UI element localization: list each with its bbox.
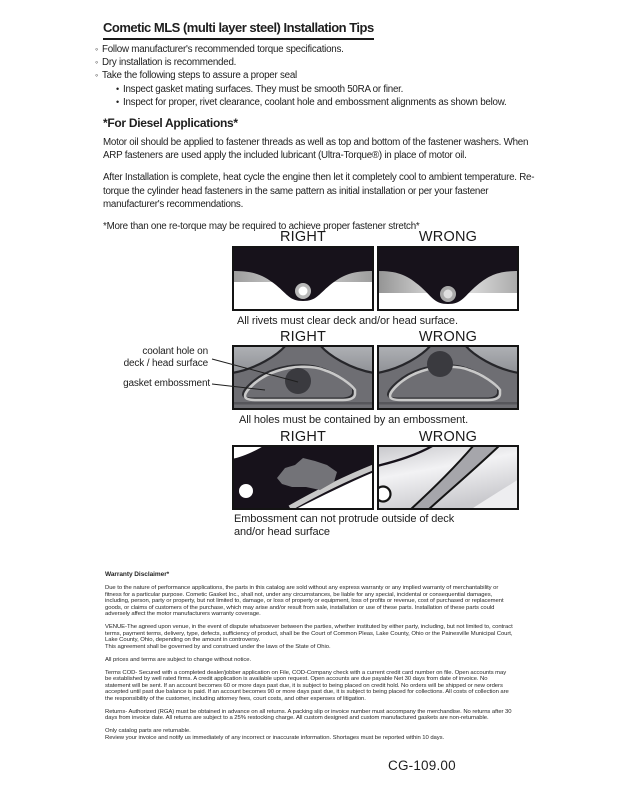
legal-paragraph: All prices and terms are subject to change without notice.: [105, 656, 252, 663]
legal-paragraph: VENUE-The agreed upon venue, in the event of dispute whatsoever between the parties, whether instituted by either party, including, but not limited to, contract terms, payment terms, delivery, type, defects, sufficiency of product, shall be the Court of Common Pleas, Lake County, Ohio or the Painesville Municipal Court, Lake County, Ohio, depending on the amount in controversy.: [105, 624, 513, 643]
wrong-label: WRONG: [418, 429, 478, 445]
tip-text: Take the following steps to assure a proper seal: [102, 70, 297, 82]
open-bullet-icon: ◦: [95, 70, 98, 81]
legal-paragraph: This agreement shall be governed by and construed under the laws of the State of Ohio.: [105, 643, 331, 650]
gasket-embossment-callout: [92, 378, 210, 390]
embossment-wrong-diagram: [377, 345, 519, 410]
hole-outside-illustration: [377, 345, 519, 410]
list-item: [95, 69, 507, 82]
caption-line: and/or head surface: [234, 525, 330, 538]
legal-paragraph: Returns- Authorized (RGA) must be obtained in advance on all returns. A packing slip or invoice number must accompany the merchandise. No returns after 30 days from invoice date. All returns are subject to a 25% restocking charge. All custom designed and custom manufactured gaskets are non-returnable.: [105, 708, 512, 721]
list-item: [95, 56, 507, 69]
callout-text: coolant hole on: [142, 346, 208, 357]
bullet-icon: •: [116, 96, 119, 107]
diesel-applications-section: [103, 116, 535, 242]
warranty-heading: Warranty Disclaimer*: [105, 571, 170, 578]
right-label: RIGHT: [279, 329, 327, 345]
right-label: RIGHT: [279, 229, 327, 245]
protrusion-right-diagram: [232, 445, 374, 510]
rivet-right-diagram: [232, 246, 374, 311]
tip-text: Follow manufacturer's recommended torque specifications.: [102, 44, 344, 55]
list-item: [116, 83, 507, 96]
diesel-paragraph: Motor oil should be applied to fastener threads as well as top and bottom of the fastener washers. When ARP fasteners are used apply the included lubricant (Ultra-Torque®) in place of motor oil.: [103, 137, 529, 162]
page-code: CG-109.00: [388, 758, 456, 773]
diesel-paragraph: After Installation is complete, heat cycle the engine then let it completely cool to ambient temperature. Re-torque the cylinder head fasteners in the same pattern as initial installation or per your fastener manufacturer's recommendations.: [103, 172, 535, 210]
embossment-outside-illustration: [377, 445, 519, 510]
open-bullet-icon: ◦: [95, 57, 98, 68]
warranty-disclaimer-section: [105, 571, 514, 741]
callout-text: gasket embossment: [123, 378, 210, 389]
legal-paragraph: Review your invoice and notify us immediately of any incorrect or inaccurate information. Shortages must be reported within 10 days.: [105, 734, 445, 741]
rivet-clear-illustration: [232, 246, 374, 311]
protrusion-caption: [234, 513, 454, 538]
installation-tips-list: [95, 43, 507, 109]
tip-text: Dry installation is recommended.: [102, 57, 237, 69]
rivet-wrong-diagram: [377, 246, 519, 311]
right-label: RIGHT: [279, 429, 327, 445]
legal-paragraph: Due to the nature of performance applications, the parts in this catalog are sold without any express warranty or any implied warranty of merchantability or fitness for a particular purpose. Cometic Gasket Inc., shall not, under any circumstances, be liable for any special, incidental or consequential damages, including, person, party or property, but not limited to, damage, or loss of property or equipment, loss of profits or revenue, cost of purchased or replacement goods, or claims of customers of the purchase, which may arise and/or result from sale, installation or use of these parts. Installation of these parts could adversely affect the motor manufacturers warranty coverage.: [105, 585, 504, 617]
list-item: [116, 96, 507, 109]
rivet-caption: All rivets must clear deck and/or head surface.: [237, 315, 458, 327]
bullet-icon: •: [116, 83, 119, 94]
callout-text: deck / head surface: [123, 357, 208, 369]
caption-line: Embossment can not protrude outside of deck: [234, 513, 455, 525]
open-bullet-icon: ◦: [95, 44, 98, 54]
diesel-heading: *For Diesel Applications*: [103, 116, 238, 130]
wrong-label: WRONG: [418, 229, 478, 245]
wrong-label: WRONG: [418, 329, 478, 345]
coolant-hole-callout: [92, 346, 208, 369]
hole-caption: All holes must be contained by an embossment.: [239, 414, 469, 426]
leader-lines: [205, 350, 310, 395]
protrusion-wrong-diagram: [377, 445, 519, 510]
embossment-inside-illustration: [232, 445, 374, 510]
page-title: Cometic MLS (multi layer steel) Installation Tips: [103, 20, 374, 40]
list-item: [95, 43, 507, 56]
retorque-note: *More than one re-torque may be required to achieve proper fastener stretch*: [103, 221, 420, 233]
tip-text: Inspect for proper, rivet clearance, coolant hole and embossment alignments as shown below.: [123, 96, 507, 108]
legal-paragraph: Terms COD- Secured with a completed dealer/jobber application on File, COD-Company check with a current credit card number on file. Open accounts may be established by well rated firms. A credit application is available upon request. Open accounts are due payable Net 30 days from date of invoice. No statement will be sent. If an account becomes 60 or more days past due, it is subject to being placed on credit hold. No orders will be shipped or new orders accepted until past due balance is paid. If an account becomes 90 or more days past due, it is subject to being placed for collections. All costs of collection are the responsibility of the customer, including attorney fees, court costs, and other expenses of litigation.: [105, 669, 509, 702]
rivet-interference-illustration: [377, 246, 519, 311]
tip-text: Inspect gasket mating surfaces. They must be smooth 50RA or finer.: [123, 83, 404, 95]
legal-paragraph: Only catalog parts are returnable.: [105, 728, 191, 734]
